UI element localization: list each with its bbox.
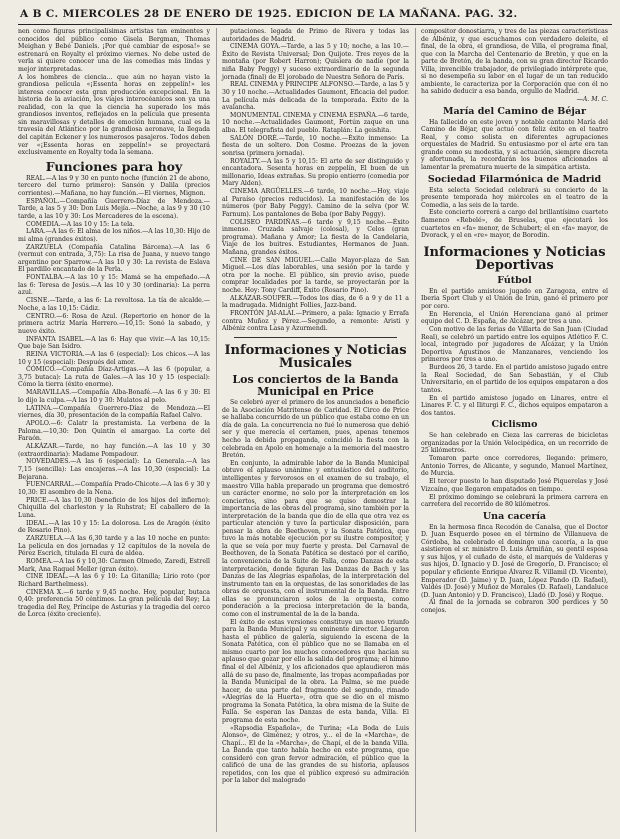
paragraph: Esta selecta Sociedad celebrará su concierto de la presente temporada hoy miércoles en el teatro de la Comedia, a las seis de la tarde. bbox=[421, 186, 608, 209]
listing-entry: CINEMA ARGÜELLES.—6 tarde, 10 noche.—Hoy, viaje al Paraíso (precios reducidos). La manifestación de los números (por Baby Peggy). Camino de la selva (por W. Farnum). Los pantalones de Beba (por Baby Peggy). bbox=[222, 188, 409, 218]
col1-listings bbox=[18, 175, 210, 619]
listing-entry: CINEMA X.—6 tarde y 9,45 noche. Hoy, popular, butaca 0,40: preferencia 50 céntimos. La gran película del Rey; La tragedia del Rey, Príncipe de Asturias y la tragedia del cerco de Lorca (éxito creciente). bbox=[18, 588, 210, 619]
listing-entry: REAL.—A las 9 y 30 en punto noche (función 21 de abono, tercero del turno primero): Sansón y Dalila (precios corrientes).—Mañana, no hay función.—El viernes, Mignon. bbox=[18, 174, 210, 197]
listing-entry: MONUMENTAL CINEMA y CINEMA ESPAÑA.—6 tarde, 10 noche.—Actualidades Gaumont, Fortún zaque en una alba. El telegrafista del pueblo. Rataplán: La geishita. bbox=[222, 111, 409, 134]
header-line: A B C. MIERCOLES 28 DE ENERO DE 1925. EDICION DE LA MAÑANA. PAG. 32. bbox=[20, 8, 518, 20]
listing-entry: LATINA.—Compañía Guerrero-Díaz de Mendoza.—El viernes, día 30, presentación de la compañía Rafael Calvo. bbox=[18, 404, 210, 420]
paragraph: Se han celebrado en Cieza las carreras de bicicletas organizadas por la Unión Velocipédica, en un recorrido de 25 kilómetros. bbox=[421, 432, 608, 455]
ciclismo-text bbox=[421, 432, 608, 508]
listing-entry: INFANTA ISABEL.—A las 6: Hay que vivir.—A las 10,15: Que baje San Isidro. bbox=[18, 335, 210, 351]
paragraph: Burdeos 26, 3 tarde. En el partido amistoso jugado entre la Real Sociedad, de San Sebastián, y el Club Universitario, en el partido de los equipos empataron a dos tantos. bbox=[421, 364, 608, 394]
subhead-futbol: Fútbol bbox=[497, 274, 532, 286]
paragraph: Se celebró ayer el primero de los anunciados a beneficio de la Asociación Matritense de Caridad. El Circo de Price se hallaba concurrido de un público que estaba como en un día de gala. La concurrencia no fué lo numerosa que debió ser y que merecía el certamen, pues, apenas tenemos hecho la debida propaganda, coincidió la fiesta con la celebrada en Apolo en homenaje a la memoria del maestro Bretón. bbox=[222, 399, 409, 460]
col2-article bbox=[222, 399, 409, 785]
paragraph: En Herencia, el Unión Herenciana ganó al primer equipo del C. D. España, de Alcázar, por tres a uno. bbox=[421, 310, 608, 326]
paragraph: A los hombres de ciencia... que aún no hayan visto la grandiosa película «¡Essenta horas en zeppelín!» les interesa conocer esta gran producción excepcional. En la historia de la aviación, los viajes interocéanicos son ya una realidad, con la que la ciencia ha superado los más grandiosos inventos, reflejados en la película que presenta sin maravillosas y detalles de emoción humana, cual es la travesía del Atlántico por la grandiosa aeronave, la llegada del capitán Eckener y los numerosos pasajeros. Todos deben ver «¡Essenta horas en zeppelín!» se proyectará exclusivamente en Royalty toda la semana. bbox=[18, 73, 210, 157]
listing-entry: CÓMICO.—Compañía Díaz-Artigas.—A las 6 (popular, a 3,75 butaca): La ruta de Gales.—A las 10 y 15 (especial): Cómo la tierra (éxito enorme). bbox=[18, 366, 210, 389]
subhead-ciclismo: Ciclismo bbox=[491, 419, 538, 431]
section-title-musicales: Informaciones y Noticias Musicales bbox=[224, 342, 407, 372]
listing-entry: ALKÁZAR-SOUPER.—Todos los días, de 6 a 9 y de 11 a la madrugada. Midnight Follies, Jazz-band. bbox=[222, 294, 409, 310]
newspaper-page bbox=[18, 8, 612, 834]
listing-entry: FONTALBA.—A las 10 y 15: Mamá se ha empeñado.—A las 6: Teresa de Jesús.—A las 10 y 30 (ordinaria): La perra azul. bbox=[18, 274, 210, 297]
paragraph: El éxito de estas versiones constituye un nuevo triunfo para la Banda Municipal y su eminente director. Llegaron hasta el público de galería, siguiendo la escena de la Sonata Patética, con el público que no se llamaba en el mismo cuarto por los muchos conocedores que hacían su aplauso que gozar por ello la salida del programa; el himno final el del Albéniz, y los aficionados que aplaudieron más allá de su paso de, finalmente, las tropas acompañadas por la Banda Municipal de la obra. La Palma, se me puede hacer, de una parte del fragmento del segundo, rimado «Alegrías de la Huerta», otra que se dio en el mismo programa la Sonata Patética, la obra misma de la Suite de Falla. Se esperan las Danzas de esta banda, Villa. El programa de esta noche. bbox=[222, 618, 409, 724]
col1-intro bbox=[18, 28, 210, 157]
columns bbox=[18, 28, 612, 832]
paragraph: En la hermosa finca Recodón de Canalsa, que el Doctor D. Juan Esquerdo posee en el término de Villanueva de Córdoba, ha celebrado el domingo una cacería, a la que asistieron el sr. ministro D. Luis Armiñán, su gentil esposa y sus hijos, y el cuñado de éste, el marqués de Valderas y sus hijos, D. Ignacio y D. José de Gregorio, D. Francisco; el popular y eficiente Enrique Álvarez R. Villamil (D. Vicente), Emperador (D. Jaime) y D. Juan, López Pando (D. Rafael), Valdés (D. José) y Muñoz de Morales (D. Rafael), Landaluce (D. Juan Antonio) y D. Francisco), Lladó (D. José) y Roque. bbox=[421, 523, 608, 599]
listing-entry: ZARZUELA (Compañía Catalina Bárcena).—A las 6 (vermut con entrada, 3,75): La risa de Juana, y nuevo tango argentino por Sparrow.—A las 10 y 30: La revista de Eslava El pardillo encantado de la Perla. bbox=[18, 243, 210, 274]
paragraph: Ha fallecido en este joven y notable cantante María del Camino de Béjar, que actuó con feliz éxito en el teatro Real, y como solista en diferentes agrupaciones orquestales de Madrid. Su entusiasmo por el arte era tan grande como su modestia, y si actuación, siempre discreta y afortunada, la recordarán los buenos aficionados al lamentar la prematura muerte de la simpática artista. bbox=[421, 118, 608, 172]
col2-listings bbox=[222, 28, 409, 333]
listing-entry: ROYALTY.—A las 5 y 10,15: El arte de ser distinguido y encantadora. Sesenta horas en zeppelín, El buen de un millonario, Ideas extrañas. Su propio entierro (comedia por Mary Alden). bbox=[222, 157, 409, 188]
listing-entry: APOLO.—6: Calatr la prestamista. La verbena de la Paloma.—10,30: Don Quintín el amargao. La corte del Faraón. bbox=[18, 420, 210, 443]
listing-entry: NOVEDADES.—A las 6 (especial): La Generala.—A las 7,15 (sencilla): Las encajeras.—A las 10,30 (especial): La Bejarana. bbox=[18, 458, 210, 481]
listing-entry: ESPAÑOL.—Compañía Guerrero-Díaz de Mendoza.—Tarde, a las 5 y 30: Don Luis Mejía.—Noche, a las 9 y 30 (10 tarde, a las 10 y 30: Los Mercaderes de la escena). bbox=[18, 197, 210, 220]
page-header bbox=[18, 8, 612, 25]
subhead-caceria: Una cacería bbox=[482, 510, 547, 522]
listing-entry: COLISEO PARDIÑAS.—6 tarde y 9,15 noche.—Éxito inmenso. Cruzada salvaje (colosal), y Celos (gran programa). Mañana y Amor; La fiesta de la Candelaria, Viaje de los buitres. Estudiantes, Hermanos de Juan. Mañana, grandes éxitos. bbox=[222, 218, 409, 256]
listing-entry: COMEDIA.—A las 10 y 15: La tela. bbox=[26, 220, 135, 228]
paragraph: Tomaron parte once corredores, llegando: primero, Antonio Torres, de Alicante, y segundo, Manuel Martínez, de Murcia. bbox=[421, 455, 608, 478]
listing-entry: CISNE.—Tarde, a las 6: La revoltosa. La tía de alcalde.—Noche, a las 10,15: Cádiz. bbox=[18, 297, 210, 312]
listing-entry: CINE IDEAL.—A las 6 y 10: La Gitanilla; Lirio roto (por Richard Barthelmess). bbox=[18, 573, 210, 588]
paragraph: El próximo domingo se celebrará la primera carrera en carretera del recorrido de 80 kilómetros. bbox=[421, 493, 608, 509]
paragraph: En conjunto, la admirable labor de la Banda Municipal obtuvo el aplauso unánime y entusiástico del auditorio, intelligentes y fervorosos en el examen de su trabajo, el maestro Villa habla preparado un programa que demostró un carácter enorme, no solo por la interpretación en los conciertos, sino para que se quiso demostrar la importancia de las obras del programa, sino también por la interpretación de la banda que dio de ella que otra vez es particular atención y tuvo la particular disposición, para pensar la obra de Beethoven, y la Sonata Patética, que tuvo la más notable ejecución por su ilustre compositor, y la que se veía por muy fuerte y presta. Del Carnaval de Beethoven, de la Sonata Patética se destacó por el cariño, la conveniencia de la Suite de Falla, como Danzas de esta interpretación, donde figuran las Danzas de Bach y las Danzas de las Alegrías españolas, de la interpretación del instrumento tan en la orquestas, de las sonoridades de las obras de orquesta, con el instrumental de la Banda. Entre ellas se pronunciaron solos de la orquesta, como ponderación a la preciosa interpretación de la banda, como con el instrumental de la de la banda. bbox=[222, 459, 409, 618]
listing-entry: FUENCARRAL.—Compañía Prado-Chicote.—A las 6 y 30 y 10,30: El asombro de la Nena. bbox=[18, 481, 210, 496]
caceria-text bbox=[421, 524, 608, 615]
listing-entry: LARA.—A las 6: El alma de los niños.—A las 10,30: Hijo de mi alma (grandes éxitos). bbox=[18, 228, 210, 243]
paragraph: El tercer puesto lo han disputado José Piquerelas y José Vizcaíno, que llegaron empatados en tiempo. bbox=[421, 478, 608, 493]
section-title-deportivas: Informaciones y Noticias Deportivas bbox=[423, 244, 606, 274]
signature: —A. M. C. bbox=[576, 96, 608, 104]
paragraph: Este concierto correrá a cargo del brillantísimo cuarteto flamenco «Rebelé», de Bruselas, que ejecutará los cuartetos en «fa» menor, de Schubert; el en «fa» mayor, de Dvorack, y el en «re» mayor, de Borodin. bbox=[421, 209, 608, 240]
section-title-funciones: Funciones para hoy bbox=[45, 158, 183, 174]
divider bbox=[234, 337, 397, 338]
listing-entry: putaciones. legada de Primo de Rivera y todas las autoridades de Madrid. bbox=[222, 28, 409, 43]
column-1 bbox=[18, 28, 210, 832]
paragraph: Con motivo de las ferias de Villarta de San Juan (Ciudad Real), se celebró un partido entre los equipos Atlético F. C. local, integrado por jugadores de Alcázar, y la Unión Deportiva Agustinos de Manzanares, venciendo los primeros por tres a uno. bbox=[421, 326, 608, 364]
listing-entry: IDEAL.—A las 10 y 15: La dolorosa. Los de Aragón (éxito de Rosario Pino). bbox=[18, 519, 210, 535]
listing-entry: ROMEA.—A las 6 y 10,30: Carmen Olmedo, Zaredi, Estrell Mark, Ana Raquel Meller (gran éxito). bbox=[18, 558, 210, 573]
listing-entry: CINEMA GOYA.—Tarde, a las 5 y 10; noche, a las 10.—Éxito de Revista Universal; Don Quijote. Tres reyes de la montaña (por Robert Harron); Quisiera de nadie (por la niña Baby Peggy) y suceso extraordinario de la segunda jornada (final) de El jorobado de Nuestra Señora de París. bbox=[222, 43, 409, 81]
listing-entry: FRONTÓN JAI-ALAI.—Primero, a pala: Ignacio y Errafa contra Muñoz y Pérez.—Segundo, a remonte: Aristi y Albéniz contra Lasa y Azurmendi. bbox=[222, 310, 409, 333]
listing-entry: CINE DE SAN MIGUEL.—Calle Mayor-plaza de San Miguel.—Los días laborables, una sesión por la tarde y otra por la noche. El público, sin previo aviso, puede comprar localidades por la tarde, se proyectarán por la noche. Hoy: Tony Cardiff, Éxito (Rosario Pino). bbox=[222, 256, 409, 294]
paragraph: Al final de la jornada se cobraron 300 perdices y 50 conejos. bbox=[421, 599, 608, 614]
subhead-filarmonica: Sociedad Filarmónica de Madrid bbox=[427, 173, 602, 185]
subhead-maria-camino: María del Camino de Béjar bbox=[443, 105, 586, 117]
listing-entry: MARAVILLAS.—Compañía Alba-Bonafé.—A las 6 y 30: El lo dijo la culpa.—A las 10 y 30: Mulatos al pelo. bbox=[18, 389, 210, 404]
listing-entry: CENTRO.—6: Rosa de Azul. (Repertorio en honor de la primera actriz María Herrero.—10,15: Sonó la sabado, y nuevo éxito. bbox=[18, 312, 210, 335]
futbol-text bbox=[421, 288, 608, 417]
paragraph: En el partido amistoso jugado en Zaragoza, entre el Iberia Sport Club y el Unión de Irún, ganó el primero por por cero. bbox=[421, 287, 608, 310]
listing-entry: SALÓN DORÉ.—Tarde, 10 noche.—Éxito inmenso: La fiesta de un soltero. Don Cosme. Proezas de la joven sonrisa (primera jornada). bbox=[222, 134, 409, 157]
paragraph: nen como figuras principalísimas artistas tan eminentes y conocidos del público como Gisela Bergman, Thomas Meighan y Bebé Daniels. ¡Por qué cambiar de esposa!» se estrenará en Royalty el próximo viernes. No debe usted de verla si quiere conocer una de las comedias más lindas y mejor interpretadas. bbox=[18, 28, 210, 73]
paragraph: En el partido amistoso jugado en Linares, entre el Linares F. C. y el Iliturgi F. C., dichos equipos empataron a dos tantos. bbox=[421, 394, 608, 417]
obituary-text bbox=[421, 119, 608, 172]
paragraph: «Rapsodia Española», de Turina; «La Boda de Luis Alonso», de Giménez; y otros, y... el de la «Marcha», de Chapí... El de la «Marcha», de Chapí, el de la banda Villa. La Banda que tanto había hecho en este programa, que consideró con gran fervor admiración, el público que la calificó de una de las grandes de su historia, aplausos repetidos, con los que el público expresó su admiración por la labor del malogrado bbox=[222, 724, 409, 785]
listing-entry: ZARZUELA.—A las 6,30 tarde y a las 10 noche en punto: La película en dos jornadas y 12 capítulos de la novela de Pérez Escrich, titulada El cura de aldea. bbox=[18, 535, 210, 558]
column-3 bbox=[415, 28, 608, 832]
listing-entry: ALKÁZAR.—Tarde, no hay función.—A las 10 y 30 (extraordinaria): Madame Pompadour. bbox=[18, 443, 210, 458]
listing-entry: REINA VICTORIA.—A las 6 (especial): Los chicos.—A las 10 y 15 (especial): Después del amor. bbox=[18, 350, 210, 366]
col3-intro bbox=[421, 28, 608, 96]
paragraph: compositor donostiarra, y tres de las piezas características de Albéniz, y que escuchamos con verdadero deleite, el final, de la obra, el grandiosa, de Villa, el programa final, que con la Marcha del Centenario de Bretón, y que en la parte de Bretón, de la banda, con su gran director Ricardo Villa, invencible trabajador, de privilegiado intérprete que, si no desempeña su labor en el lugar de un tan reducido ambiente, le caracteriza por la Corporación que con él no ha sabido deducir a esa banda, orgullo de Madrid. bbox=[421, 28, 608, 96]
listing-entry: REAL CINEMA y PRINCIPE ALFONSO.—Tarde, a las 5 y 30 y 10 noche.—Actualidades Gaumont, Eficacia del pudor. La película más delicada de la temporada. Éxito de la avalancha. bbox=[222, 81, 409, 112]
subhead-banda-municipal: Los conciertos de la Banda Municipal en Price bbox=[232, 373, 399, 398]
filarmonica-text bbox=[421, 187, 608, 240]
listing-entry: PRICE.—A las 10,30 (beneficio de los hijos del infierno): Chiquilla del charleston y la Ruhstrat; El caballero de la Luna. bbox=[18, 496, 210, 519]
column-2 bbox=[216, 28, 409, 832]
